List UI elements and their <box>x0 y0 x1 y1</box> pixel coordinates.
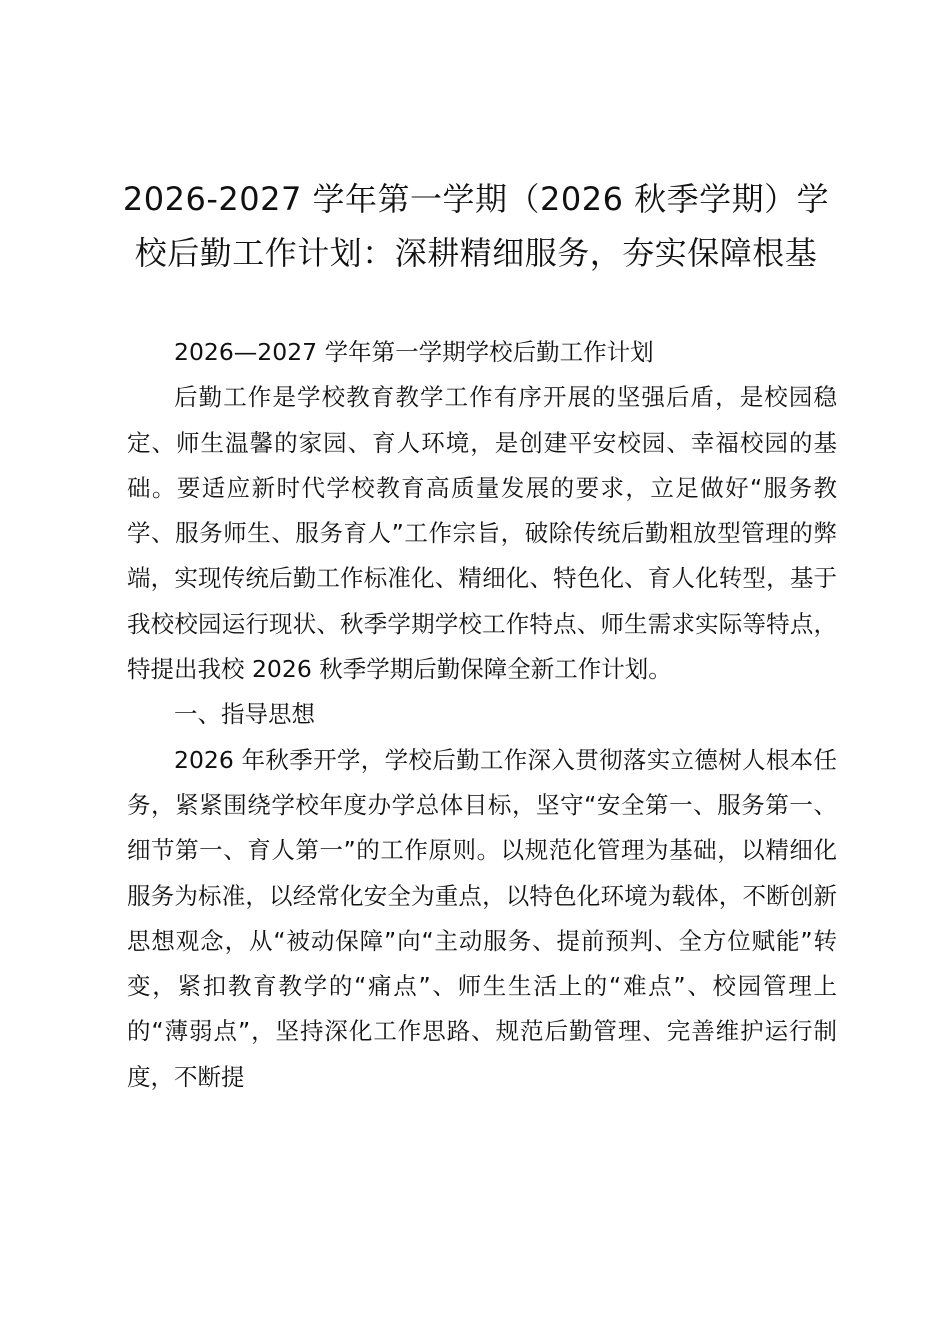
document-body <box>127 330 837 1100</box>
section-heading-guiding-ideology: 一、指导思想 <box>174 700 315 729</box>
subtitle-paragraph: 2026—2027 学年第一学期学校后勤工作计划 <box>174 338 654 366</box>
guiding-ideology-paragraph: 2026 年秋季开学，学校后勤工作深入贯彻落实立德树人根本任务，紧紧围绕学校年度办学总体目标，坚守“安全第一、服务第一、细节第一、育人第一”的工作原则。以规范化管理为基础，以精细化服务为标准，以经常化安全为重点，以特色化环境为载体，不断创新思想观念，从“被动保障”向“主动服务、提前预判、全方位赋能”转变，紧扣教育教学的“痛点”、师生生活上的“难点”、校园管理上的“薄弱点”，坚持深化工作思路、规范后勤管理、完善维护运行制度，不断提 <box>127 745 837 1091</box>
document-title: 2026-2027 学年第一学期（2026 秋季学期）学校后勤工作计划：深耕精细服务，夯实保障根基 <box>122 180 830 272</box>
intro-paragraph: 后勤工作是学校教育教学工作有序开展的坚强后盾，是校园稳定、师生温馨的家园、育人环境，是创建平安校园、幸福校园的基础。要适应新时代学校教育高质量发展的要求，立足做好“服务教学、服务师生、服务育人”工作宗旨，破除传统后勤粗放型管理的弊端，实现传统后勤工作标准化、精细化、特色化、育人化转型，基于我校校园运行现状、秋季学期学校工作特点、师生需求实际等特点，特提出我校 2026 秋季学期后勤保障全新工作计划。 <box>127 383 837 684</box>
